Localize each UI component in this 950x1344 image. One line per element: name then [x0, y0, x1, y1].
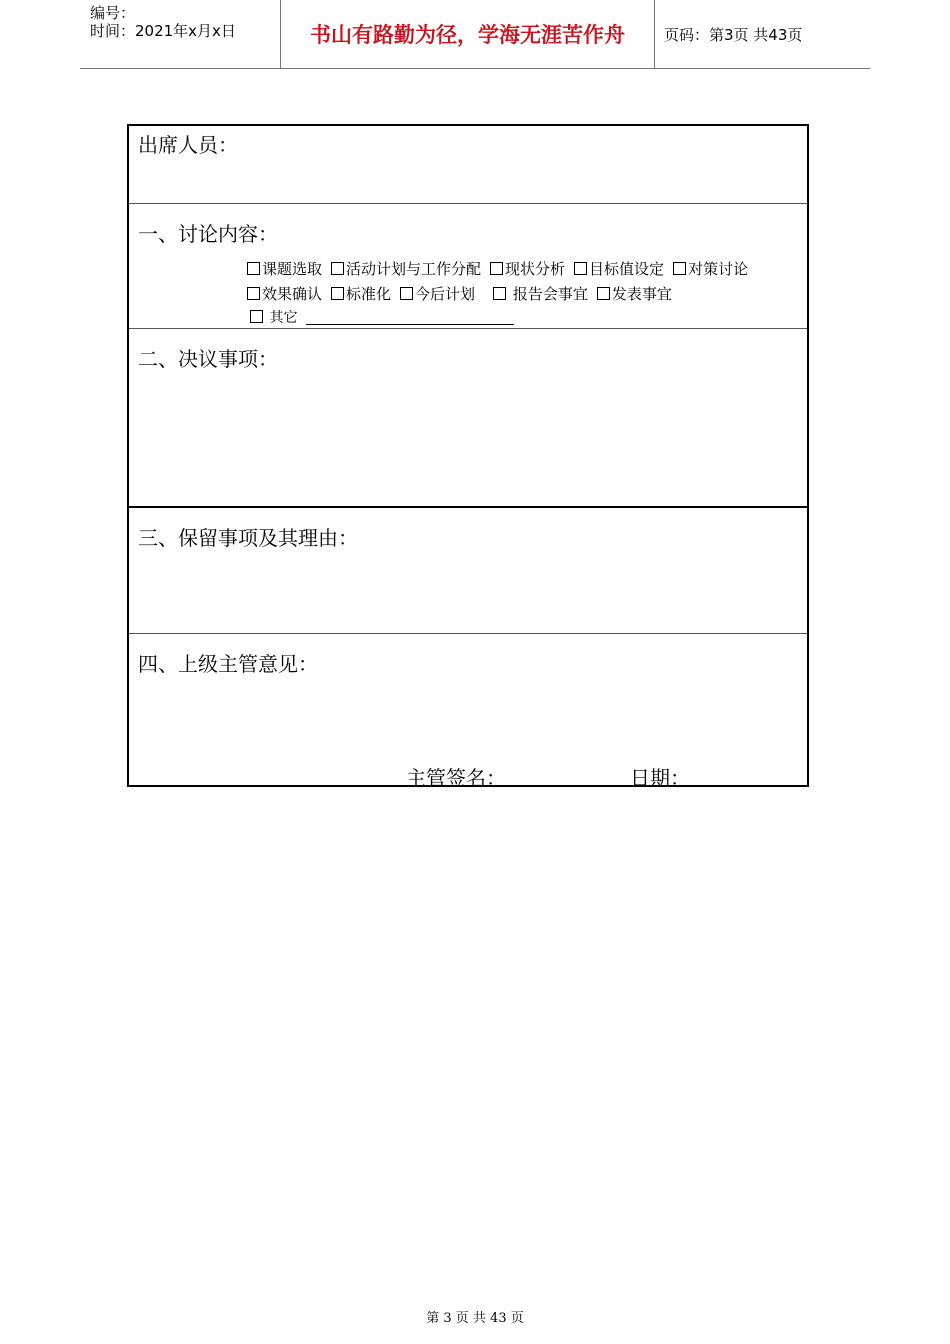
checkbox[interactable] — [331, 287, 344, 300]
option-target-setting[interactable]: 目标值设定 — [574, 258, 664, 279]
checkbox[interactable] — [247, 287, 260, 300]
meeting-minutes-form — [127, 124, 809, 790]
option-future-plan[interactable]: 今后计划 — [400, 283, 475, 304]
discussion-other-row — [250, 307, 514, 327]
sign-date-label: 日期： — [630, 766, 690, 790]
checkbox[interactable] — [250, 310, 263, 323]
discussion-options-row-1 — [247, 258, 748, 279]
checkbox[interactable] — [493, 287, 506, 300]
option-countermeasure[interactable]: 对策讨论 — [673, 258, 748, 279]
attendees-section — [129, 126, 807, 204]
discussion-section — [129, 204, 807, 329]
page-footer: 第 3 页 共 43 页 — [426, 1311, 524, 1326]
checkbox[interactable] — [400, 287, 413, 300]
attendees-label: 出席人员： — [138, 133, 238, 157]
signature-label: 主管签名： — [406, 766, 506, 790]
header-meta — [80, 0, 281, 68]
option-effect-confirm[interactable]: 效果确认 — [247, 283, 322, 304]
other-label: 其它 — [269, 310, 298, 326]
resolution-section — [129, 329, 807, 507]
option-report-meeting[interactable]: 报告会事宜 — [493, 283, 588, 304]
checkbox[interactable] — [574, 262, 587, 275]
header-page-info: 页码：第3页 共43页 — [664, 25, 803, 44]
option-status-analysis[interactable]: 现状分析 — [490, 258, 565, 279]
page-header — [80, 0, 870, 69]
date-label: 时间：2021年x月x日 — [90, 22, 236, 40]
supervisor-label: 四、上级主管意见： — [138, 652, 318, 676]
discussion-options-row-2 — [247, 283, 681, 304]
header-motto: 书山有路勤为径，学海无涯苦作舟 — [281, 0, 655, 68]
checkbox[interactable] — [597, 287, 610, 300]
option-publication[interactable]: 发表事宜 — [597, 283, 672, 304]
resolution-label: 二、决议事项： — [138, 347, 278, 371]
checkbox[interactable] — [490, 262, 503, 275]
number-label: 编号： — [90, 4, 136, 22]
discussion-label: 一、讨论内容： — [138, 222, 278, 246]
option-activity-plan[interactable]: 活动计划与工作分配 — [331, 258, 481, 279]
checkbox[interactable] — [673, 262, 686, 275]
checkbox[interactable] — [331, 262, 344, 275]
reserved-section — [129, 508, 807, 633]
checkbox[interactable] — [247, 262, 260, 275]
option-topic-selection[interactable]: 课题选取 — [247, 258, 322, 279]
reserved-label: 三、保留事项及其理由： — [138, 526, 358, 550]
other-input[interactable] — [306, 310, 514, 325]
option-standardization[interactable]: 标准化 — [331, 283, 391, 304]
